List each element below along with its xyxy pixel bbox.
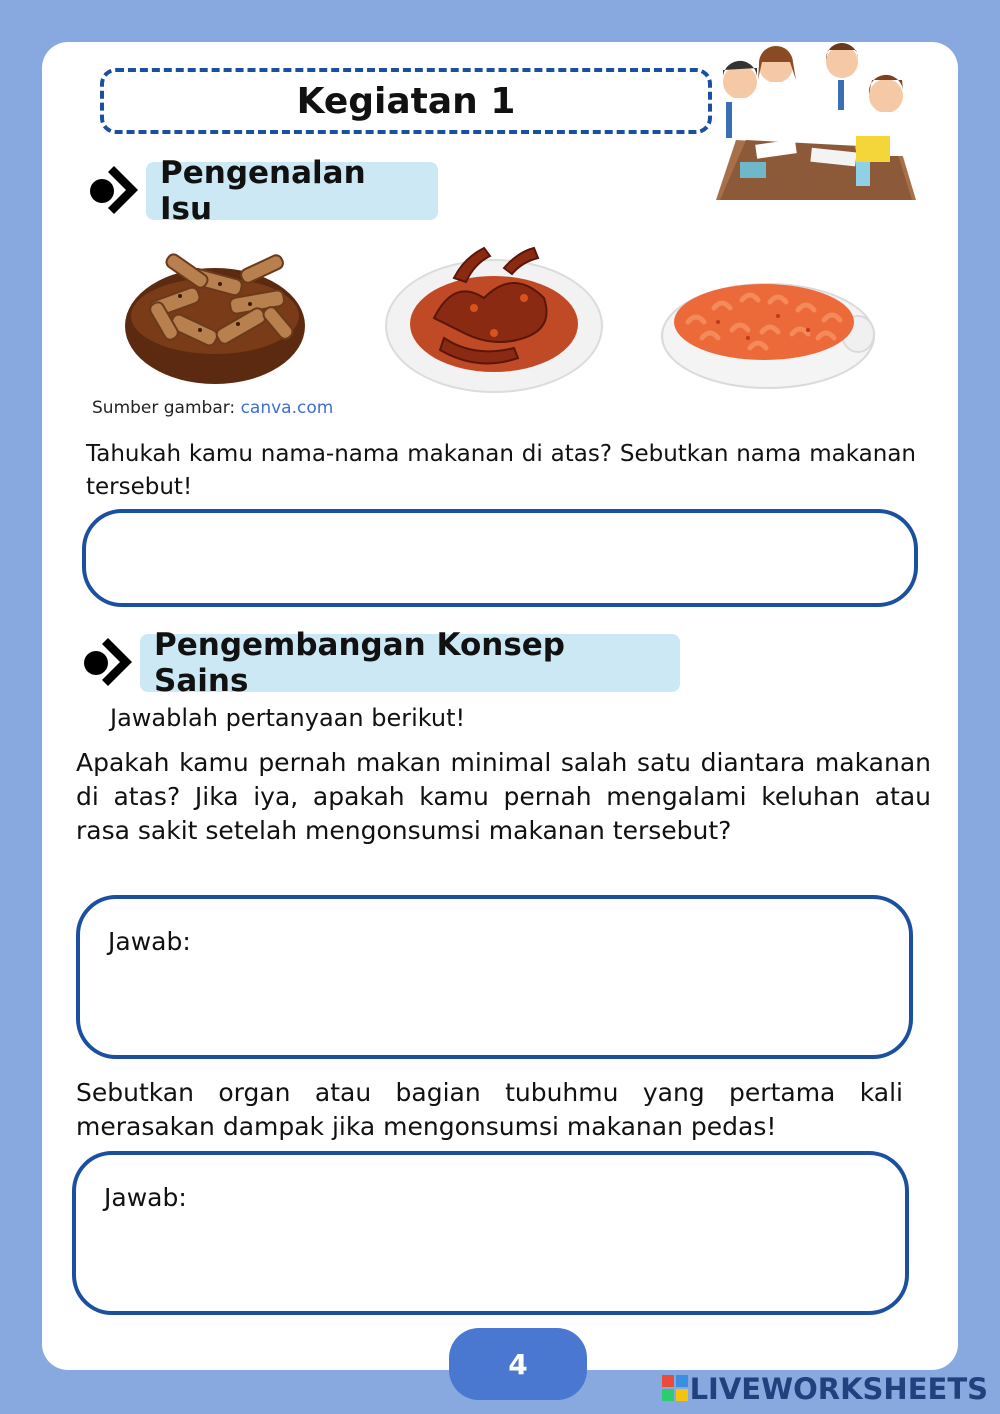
seblak-kerupuk-image — [120, 244, 310, 394]
section-heading-text: Pengenalan Isu — [160, 155, 366, 227]
answer-label: Jawab: — [108, 927, 191, 956]
liveworksheets-text: LIVEWORKSHEETS — [689, 1372, 988, 1406]
answer-box-organ[interactable] — [72, 1151, 909, 1315]
arrow-bullet-icon — [82, 632, 138, 692]
image-source — [92, 398, 333, 418]
question-names: Tahukah kamu nama-nama makanan di atas? Sebutkan nama makanan tersebut! — [86, 441, 916, 500]
title-box — [100, 68, 712, 134]
liveworksheets-logo — [662, 1372, 988, 1406]
ceker-pedas-image — [384, 238, 604, 396]
answer-box-food-names[interactable] — [82, 509, 918, 607]
section-heading-pengembangan — [140, 627, 680, 699]
source-link[interactable]: canva.com — [240, 398, 334, 418]
question-organ: Sebutkan organ atau bagian tubuhmu yang pertama kali merasakan dampak jika mengonsumsi makanan pedas! — [76, 1078, 903, 1141]
answer-box-complaints[interactable] — [76, 895, 913, 1059]
instruction-text: Jawablah pertanyaan berikut! — [110, 704, 466, 732]
page-title: Kegiatan 1 — [296, 80, 516, 122]
answer-label: Jawab: — [104, 1183, 187, 1212]
page-number-badge — [449, 1328, 587, 1400]
arrow-bullet-icon — [88, 160, 144, 220]
source-prefix: Sumber gambar: — [92, 398, 241, 418]
section-heading-text: Pengembangan Konsep Sains — [154, 627, 565, 699]
section-heading-pengenalan — [146, 155, 438, 227]
students-illustration — [716, 40, 916, 202]
page-number: 4 — [508, 1347, 528, 1381]
question-complaints: Apakah kamu pernah makan minimal salah satu diantara makanan di atas? Jika iya, apakah kamu pernah mengalami keluhan atau rasa sakit setelah mengonsumsi makanan tersebut? — [76, 748, 931, 845]
liveworksheets-grid-icon — [662, 1375, 690, 1403]
makaroni-pedas-image — [658, 272, 878, 390]
